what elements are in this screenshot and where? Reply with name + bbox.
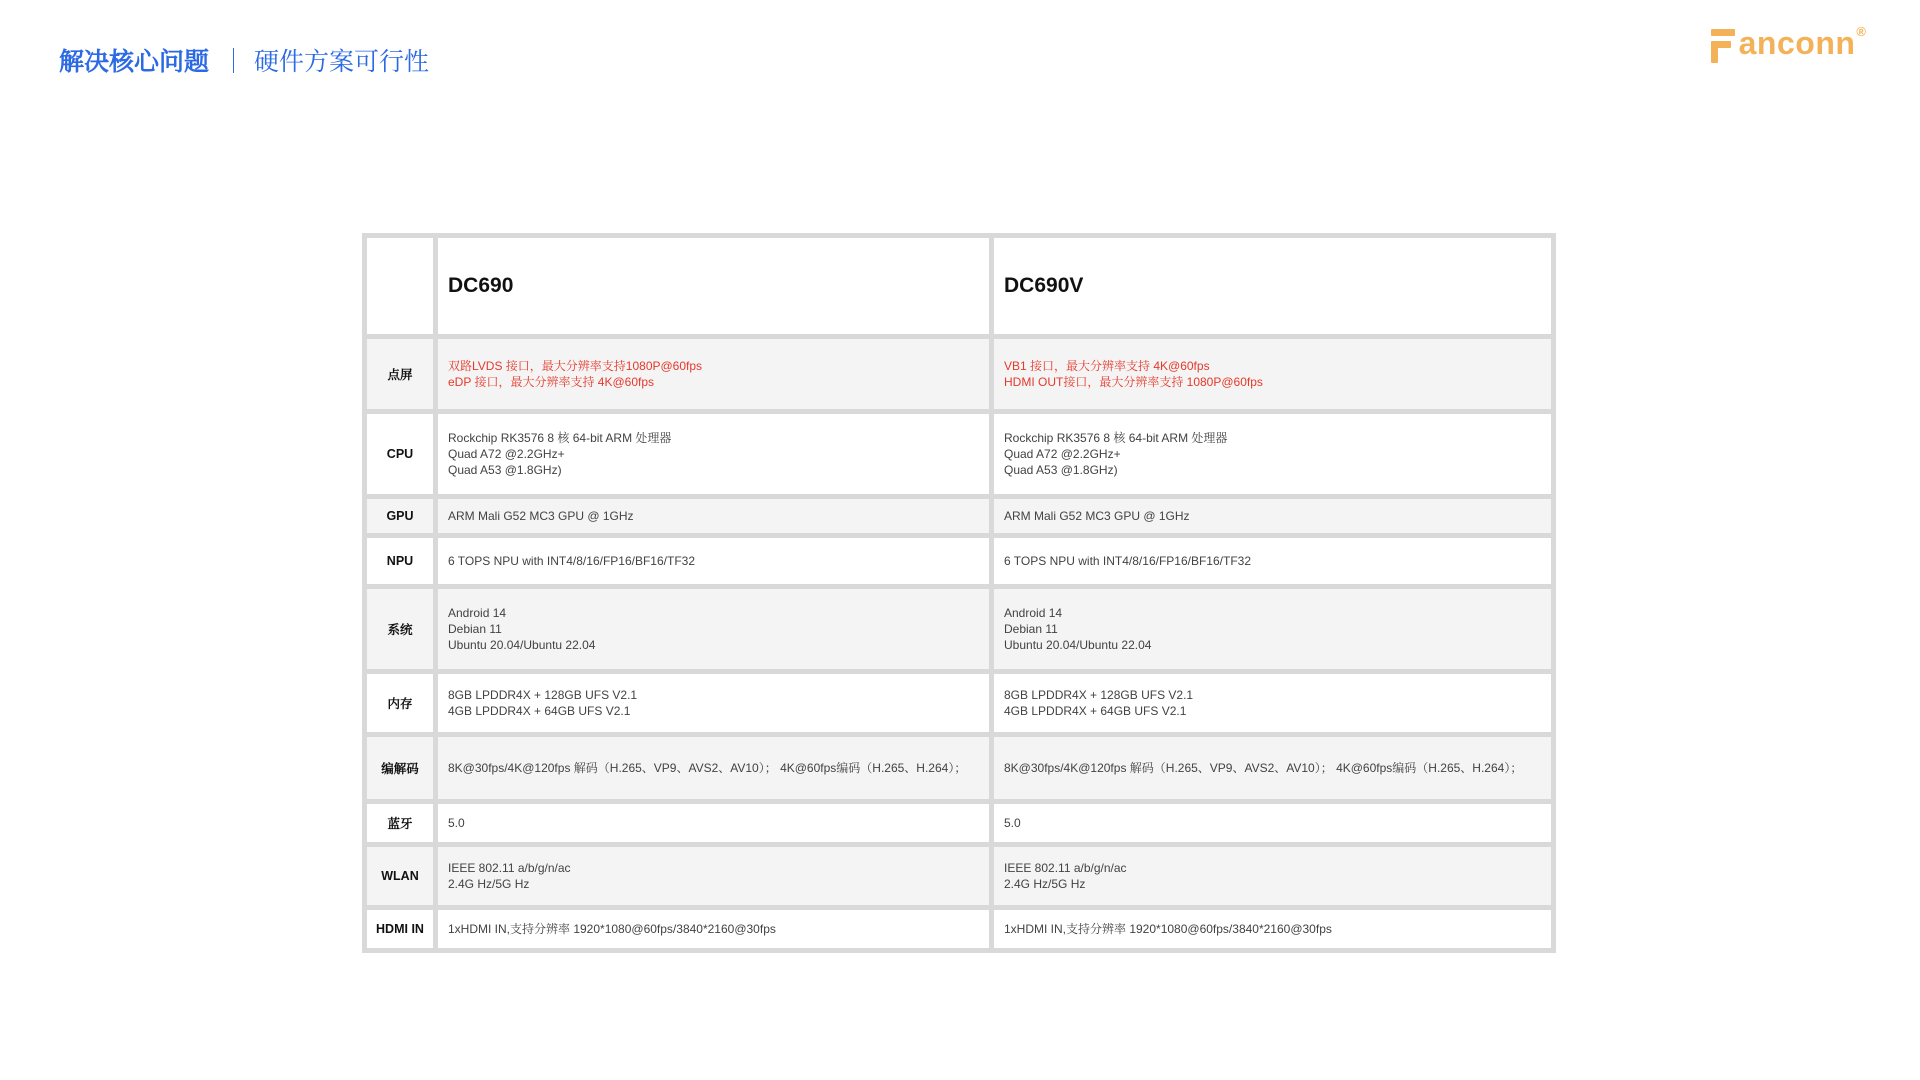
page-title-separator: ｜ <box>221 48 247 76</box>
spec-cell-dc690 <box>438 674 989 732</box>
spec-line: Quad A72 @2.2GHz+ <box>1004 447 1121 461</box>
spec-cell-dc690 <box>438 538 989 584</box>
spec-line: 2.4G Hz/5G Hz <box>1004 877 1086 891</box>
spec-cell-dc690 <box>438 499 989 533</box>
spec-cell-dc690v <box>994 538 1551 584</box>
brand-logo <box>1711 26 1866 63</box>
spec-line: 8GB LPDDR4X + 128GB UFS V2.1 <box>448 688 638 702</box>
spec-line: HDMI OUT接口，最大分辨率支持 1080P@60fps <box>1004 375 1263 389</box>
spec-line: 2.4G Hz/5G Hz <box>448 877 530 891</box>
page-title-regular: 硬件方案可行性 <box>254 48 430 76</box>
row-label: 编解码 <box>367 737 433 799</box>
row-label: CPU <box>367 414 433 494</box>
brand-name: anconn <box>1738 25 1856 61</box>
spec-line: Ubuntu 20.04/Ubuntu 22.04 <box>1004 638 1152 652</box>
spec-line: 6 TOPS NPU with INT4/8/16/FP16/BF16/TF32 <box>1004 554 1251 568</box>
row-label: 系统 <box>367 589 433 669</box>
spec-cell-dc690 <box>438 339 989 409</box>
spec-table <box>362 233 1556 953</box>
spec-line: IEEE 802.11 a/b/g/n/ac <box>448 861 571 875</box>
registered-trademark-icon: ® <box>1856 24 1866 39</box>
spec-line: 双路LVDS 接口，最大分辨率支持1080P@60fps <box>448 359 703 373</box>
spec-line: IEEE 802.11 a/b/g/n/ac <box>1004 861 1127 875</box>
spec-cell-dc690v <box>994 847 1551 905</box>
logo-f-icon <box>1711 29 1737 63</box>
column-header-dc690: DC690 <box>438 238 989 334</box>
spec-cell-dc690 <box>438 910 989 948</box>
spec-line: Android 14 <box>1004 606 1063 620</box>
spec-line: 8K@30fps/4K@120fps 解码（H.265、VP9、AVS2、AV10）； 4K@60fps编码（H.265、H.264）； <box>1004 761 1523 775</box>
spec-line: Debian 11 <box>1004 622 1058 636</box>
spec-line: 4GB LPDDR4X + 64GB UFS V2.1 <box>1004 704 1187 718</box>
row-label: HDMI IN <box>367 910 433 948</box>
page-title <box>59 42 429 78</box>
spec-cell-dc690v <box>994 804 1551 842</box>
spec-cell-dc690 <box>438 414 989 494</box>
spec-line: Rockchip RK3576 8 核 64-bit ARM 处理器 <box>1004 431 1228 445</box>
spec-line: Quad A53 @1.8GHz) <box>448 463 562 477</box>
spec-line: 8K@30fps/4K@120fps 解码（H.265、VP9、AVS2、AV10）； 4K@60fps编码（H.265、H.264）； <box>448 761 967 775</box>
spec-line: Ubuntu 20.04/Ubuntu 22.04 <box>448 638 596 652</box>
spec-line: eDP 接口，最大分辨率支持 4K@60fps <box>448 375 655 389</box>
spec-cell-dc690v <box>994 589 1551 669</box>
spec-cell-dc690v <box>994 737 1551 799</box>
spec-cell-dc690 <box>438 737 989 799</box>
row-label: NPU <box>367 538 433 584</box>
spec-line: Quad A53 @1.8GHz) <box>1004 463 1118 477</box>
spec-cell-dc690v <box>994 414 1551 494</box>
spec-cell-dc690 <box>438 847 989 905</box>
spec-line: 6 TOPS NPU with INT4/8/16/FP16/BF16/TF32 <box>448 554 695 568</box>
page-title-bold: 解决核心问题 <box>59 48 210 76</box>
column-header-label <box>367 238 433 334</box>
spec-cell-dc690v <box>994 499 1551 533</box>
spec-line: 1xHDMI IN,支持分辨率 1920*1080@60fps/3840*2160@30fps <box>448 922 776 936</box>
spec-line: Rockchip RK3576 8 核 64-bit ARM 处理器 <box>448 431 672 445</box>
spec-line: 4GB LPDDR4X + 64GB UFS V2.1 <box>448 704 631 718</box>
spec-line: Android 14 <box>448 606 507 620</box>
column-header-dc690v: DC690V <box>994 238 1551 334</box>
spec-cell-dc690v <box>994 910 1551 948</box>
spec-cell-dc690 <box>438 804 989 842</box>
spec-line: Quad A72 @2.2GHz+ <box>448 447 565 461</box>
row-label: WLAN <box>367 847 433 905</box>
row-label: 内存 <box>367 674 433 732</box>
spec-line: 5.0 <box>448 816 465 830</box>
row-label: 蓝牙 <box>367 804 433 842</box>
spec-line: ARM Mali G52 MC3 GPU @ 1GHz <box>1004 509 1190 523</box>
spec-line: Debian 11 <box>448 622 502 636</box>
spec-line: VB1 接口，最大分辨率支持 4K@60fps <box>1004 359 1210 373</box>
row-label: 点屏 <box>367 339 433 409</box>
row-label: GPU <box>367 499 433 533</box>
spec-line: 5.0 <box>1004 816 1021 830</box>
spec-cell-dc690v <box>994 339 1551 409</box>
spec-cell-dc690v <box>994 674 1551 732</box>
spec-line: 8GB LPDDR4X + 128GB UFS V2.1 <box>1004 688 1194 702</box>
spec-line: 1xHDMI IN,支持分辨率 1920*1080@60fps/3840*2160@30fps <box>1004 922 1332 936</box>
spec-cell-dc690 <box>438 589 989 669</box>
spec-line: ARM Mali G52 MC3 GPU @ 1GHz <box>448 509 634 523</box>
